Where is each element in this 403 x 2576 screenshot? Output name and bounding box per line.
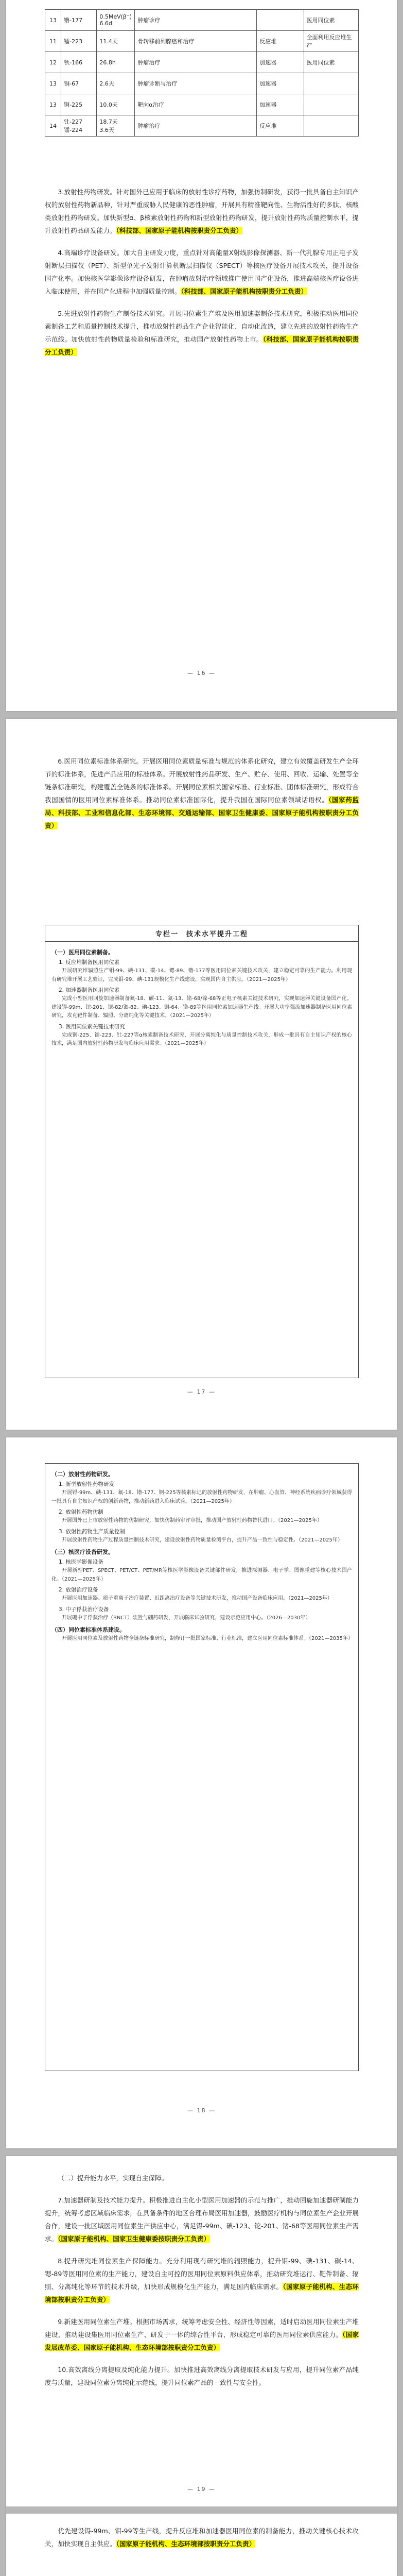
box-content bbox=[45, 1464, 358, 1649]
para-3: 3.放射性药物研发。针对国外已应用于临床的放射性诊疗药物，加强仿制研发，获得一批具备自主知识产权的放射性药物新品种，针对严重威胁人民健康的恶性肿瘤，开展具有精准靶向性、生物活性好的多肽、核酸类放射性药物研发。加快新型α、β核素放射性药物和新型放射性药物研发，提升放射性药物质量控制水平，提升放射性药品研发能力。（科技部、国家原子能机构按职责分工负责） bbox=[45, 188, 359, 234]
highlight-7: （国家原子能机构、国家卫生健康委按职责分工负责） bbox=[58, 2235, 211, 2243]
table-row bbox=[45, 94, 359, 115]
page17-body bbox=[45, 755, 359, 841]
box-item-text: 开展锝-99m、碘-131、氟-18、镥-177、锕-225等核素标记的放射性药物研发，在肿瘤、心血管、神经系统疾病诊疗领域获得一批具有自主知识产权的创新药物，推动新药进入临床试验。（2021—2025年） bbox=[51, 1490, 352, 1504]
table-cell-use: 肿瘤诊断与治疗 bbox=[135, 73, 257, 94]
box-content bbox=[45, 942, 358, 1054]
table-cell-energy: 10.0天 bbox=[97, 94, 135, 115]
page20-body bbox=[45, 2524, 359, 2560]
table-cell-use: 骨转移前列腺癌和治疗 bbox=[135, 31, 257, 52]
page-16 bbox=[6, 0, 397, 711]
column-box-1-continued bbox=[45, 1463, 359, 2071]
table-cell-code: 铜-67 bbox=[61, 73, 97, 94]
table-cell-no: 12 bbox=[45, 52, 61, 73]
table-row bbox=[45, 115, 359, 137]
table-cell-use: 肿瘤诊疗 bbox=[135, 10, 257, 31]
page-number: — 16 — bbox=[187, 670, 216, 676]
box-item-title: 2. 放射治疗设备 bbox=[59, 1587, 98, 1593]
highlight-9: （国家发展改革委、国家原子能机构、生态环境部按职责分工负责） bbox=[45, 2331, 359, 2351]
table-cell-no: 11 bbox=[45, 31, 61, 52]
para-10: 10.高效离线分离提取及纯化能力提升。加快推进高效离线分离提取技术研发与应用，提升同位素产品纯度与质量，建设同位素分离纯化示范线，提升同位素产品的一致性与安全性。 bbox=[45, 2366, 359, 2386]
box-item-text: 完成小型医用回旋加速器制备氟-18、碳-11、氮-13、锗-68/镓-68等正电子核素关键技术研究，实现加速器关键设备国产化。建设锝-99m、铊-201、锶-82/铷-82、碘-123、铜-64、锆-89等医用同位素加速器生产线。开展大功率强流加速器制备医用同位素研究，攻克靶件制备、辐照、分离纯化等关键技术。（2021—2025年） bbox=[51, 996, 352, 1019]
box-item-title: 3. 放射性药物生产质量控制 bbox=[59, 1528, 125, 1535]
table-cell-no: 13 bbox=[45, 10, 61, 31]
box-item-text: 开展硼中子俘获治疗（BNCT）装置与硼药研发，开展临床试验研究，建设示范应用中心。（2026—2030年） bbox=[62, 1615, 311, 1621]
table-cell-energy: 2.6天 bbox=[97, 73, 135, 94]
box-item-title: 3. 医用同位素关键技术研究 bbox=[59, 1023, 125, 1030]
table-cell-code: 钍-227 镭-224 bbox=[61, 115, 97, 137]
table-cell-stage: 反应堆 bbox=[257, 115, 304, 137]
para-5: 5.先进放射性药物生产制备技术研究。开展同位素生产堆及医用加速器制备技术研究，积极推动医用同位素制备工艺和质量控制技术提升，推动放射性药品生产企业智能化、自动化改造，建立先进的放射性药物生产示范线。加快放射性药物质量检验和标准研究，推动国产放射性药物上市。（科技部、国家原子能机构按职责分工负责） bbox=[45, 310, 359, 356]
page-number: — 18 — bbox=[187, 2107, 216, 2114]
table-cell-note bbox=[304, 115, 358, 137]
page19-body bbox=[45, 2172, 359, 2398]
table-cell-code: 钬-166 bbox=[61, 52, 97, 73]
page-number: — 17 — bbox=[187, 1388, 216, 1395]
highlight-3: （科技部、国家原子能机构按职责分工负责） bbox=[116, 227, 243, 234]
para-6: 6.医用同位素标准体系研究。开展医用同位素质量标准与规范的体系化研究，建立有效覆盖研发生产全环节的标准体系，促进产品应用的标准体系。开展放射性药品研发、生产、贮存、使用、回收、运输、处置等全链条标准研究，构建覆盖全链条的标准体系。开展同位素相关国家标准、行业标准、团体标准研究，形成符合我国国情的医用同位素标准体系。推动同位素标准国际化，提升我国在国际同位素领域话语权。（国家药监局、科技部、工业和信息化部、生态环境部、交通运输部、国家卫生健康委、国家原子能机构按职责分工负责） bbox=[45, 757, 359, 829]
highlight-6: （国家药监局、科技部、工业和信息化部、生态环境部、交通运输部、国家卫生健康委、国家原子能机构按职责分工负责） bbox=[45, 796, 359, 829]
box-section-heading: （一）医用同位素制备。 bbox=[51, 949, 114, 956]
table-cell-stage: 反应堆 bbox=[257, 31, 304, 52]
para-9: 9.新建医用同位素生产堆。根据市场需求，统筹考虑安全性、经济性等因素，适时启动医用同位素生产堆建设，推动建设集医用同位素生产、研发于一体的综合性平台，形成稳定可靠的医用同位素供应能力。（国家发展改革委、国家原子能机构、生态环境部按职责分工负责） bbox=[45, 2318, 359, 2351]
table-cell-stage: 加速器 bbox=[257, 94, 304, 115]
para-intro: 优先建设锝-99m、钼-99等生产线，提升反应堆和加速器医用同位素的制备能力，推动关键核心技术攻关，加快实现自主供应。（国家原子能机构、生态环境部按职责分工负责） bbox=[45, 2527, 359, 2548]
box-item-title: 1. 反应堆制备医用同位素 bbox=[59, 959, 120, 965]
table-row bbox=[45, 52, 359, 73]
table-row bbox=[45, 73, 359, 94]
box-item-text: 开展新型PET、SPECT、PET/CT、PET/MR等核医学影像设备关键部件研发，推进探测器、电子学、图像重建等核心技术国产化。（2021—2025年） bbox=[51, 1568, 352, 1582]
table-cell-stage: 加速器 bbox=[257, 73, 304, 94]
table-cell-use: 肿瘤治疗 bbox=[135, 52, 257, 73]
box-item-title: 3. 中子俘获治疗设备 bbox=[59, 1606, 109, 1613]
box-item-text: 开展医用加速器、质子重离子治疗装置、近距离治疗设备等关键技术研发，推动国产设备临床应用。（2021—2025年） bbox=[62, 1596, 332, 1601]
para-4: 4.高端诊疗设备研发。加大自主研发力度，重点针对高能量X射线影像探测器、新一代乳腺专用正电子发射断层扫描仪（PET）、新型单光子发射计算机断层扫描仪（SPECT）等核医疗设备开展技术攻关，提升设备国产化率。加快核医学影像诊疗设备研发，在肿瘤放射治疗领域推广使用国产化设备，推进高端核医疗设备进入临床使用，并在国产化进程中加强质量控制。（科技部、国家原子能机构按职责分工负责） bbox=[45, 249, 359, 295]
isotope-table bbox=[45, 9, 359, 137]
section-heading: （二）提升能力水平，实现自主保障。 bbox=[58, 2174, 168, 2182]
box-item-title: 1. 新型放射性药物研发 bbox=[59, 1481, 114, 1487]
table-cell-energy: 18.7天 3.6天 bbox=[97, 115, 135, 137]
table-cell-note: 全面利用反应堆生产 bbox=[304, 31, 358, 52]
table-cell-stage: 加速器 bbox=[257, 52, 304, 73]
page-19-20 bbox=[6, 2156, 397, 2576]
box-item-title: 1. 核医学影像设备 bbox=[59, 1559, 103, 1565]
box-section-heading: （三）核医疗设备研发。 bbox=[51, 1549, 114, 1555]
table-cell-use: 靶向α治疗 bbox=[135, 94, 257, 115]
table-cell-code: 镥-177 bbox=[61, 10, 97, 31]
table-row bbox=[45, 31, 359, 52]
table-cell-stage bbox=[257, 10, 304, 31]
table-cell-energy: 11.4天 bbox=[97, 31, 135, 52]
box-item-title: 2. 加速器制备医用同位素 bbox=[59, 987, 120, 993]
table-cell-no: 14 bbox=[45, 115, 61, 137]
highlight-intro: （国家原子能机构、生态环境部按职责分工负责） bbox=[116, 2540, 256, 2548]
table-cell-note bbox=[304, 94, 358, 115]
table-cell-code: 锕-225 bbox=[61, 94, 97, 115]
box-section-heading: （二）放射性药物研发。 bbox=[51, 1471, 114, 1478]
table-cell-energy: 26.8h bbox=[97, 52, 135, 73]
page-18 bbox=[6, 1437, 397, 2148]
box-item-text: 开展研究堆辐照生产钼-99、碘-131、碳-14、锶-89、镥-177等医用同位素关键技术攻关，建立稳定可靠的生产能力。利用现有研究堆开展工艺验证，完成钼-99、碘-131规模化生产线建设，实现国内自主供应。（2021—2025年） bbox=[51, 968, 352, 982]
table-cell-note: 医用同位素 bbox=[304, 10, 358, 31]
table-cell-energy: 0.5MeV(β⁻) 6.6d bbox=[97, 10, 135, 31]
table-cell-code: 镭-223 bbox=[61, 31, 97, 52]
highlight-4: （科技部、国家原子能机构按职责分工负责） bbox=[181, 287, 308, 295]
table-cell-no: 13 bbox=[45, 94, 61, 115]
box-item-text: 开展医用同位素及放射性药物全链条标准研究，制修订一批国家标准、行业标准，建立医用同位素标准体系。（2021—2035年） bbox=[62, 1636, 353, 1641]
box-title: 专栏一 技术水平提升工程 bbox=[45, 925, 358, 942]
table-cell-no: 13 bbox=[45, 73, 61, 94]
highlight-5: （科技部、国家原子能机构按职责分工负责） bbox=[45, 335, 359, 356]
para-8: 8.提升研究堆同位素生产保障能力。充分利用现有研究堆的辐照能力，提升钼-99、碘-131、碳-14、锶-89等医用同位素的生产能力，建设自主可控的医用同位素原料供应体系，推动研究堆运行、靶件制备、辐照、分离纯化等环节的技术升级，加快形成规模化生产能力，满足国内临床需求。（国家原子能机构、生态环境部按职责分工负责） bbox=[45, 2257, 359, 2303]
box-section-heading: （四）同位素标准体系建设。 bbox=[51, 1626, 125, 1633]
table-cell-note: 医用同位素 bbox=[304, 52, 358, 73]
highlight-8: （国家原子能机构、生态环境部按职责分工负责） bbox=[45, 2283, 359, 2303]
box-item-text: 开展国外已上市放射性药物的仿制研究，加快仿制药审评审批，推动国产放射性药物替代进口。（2021—2025年） bbox=[62, 1518, 322, 1523]
box-item-text: 完成锕-225、镭-223、钍-227等α核素制备技术研究，开展分离纯化与质量控制技术攻关，形成一批具有自主知识产权的核心技术，满足国内放射性药物研发与临床应用需求。（2021—2025年） bbox=[51, 1032, 352, 1046]
box-item-title: 2. 放射性药物仿制 bbox=[59, 1509, 103, 1515]
table-cell-note bbox=[304, 73, 358, 94]
table-cell-use: 肿瘤治疗 bbox=[135, 115, 257, 137]
page16-body bbox=[45, 185, 359, 368]
page-number: — 19 — bbox=[187, 2486, 216, 2493]
page-17 bbox=[6, 719, 397, 1430]
table-row bbox=[45, 10, 359, 31]
box-item-text: 开展放射性药物生产过程质量控制技术研究，建设放射性药物质量检测平台，提升产品一致性与稳定性。（2021—2025年） bbox=[62, 1537, 343, 1543]
page-gap bbox=[6, 2506, 397, 2514]
column-box-1 bbox=[45, 925, 359, 1378]
para-7: 7.加速器研制及技术能力提升。积极推进自主化小型医用加速器的示范与推广，推动回旋加速器研制能力提升，统筹考虑区域临床需求，在具备条件的地区合理布局医用加速器，鼓励医疗机构与同位素生产企业开展合作，建设一批区域医用同位素生产供应中心，满足锝-99m、碘-123、铊-201、锗-68等医用同位素生产需求。（国家原子能机构、国家卫生健康委按职责分工负责） bbox=[45, 2196, 359, 2243]
